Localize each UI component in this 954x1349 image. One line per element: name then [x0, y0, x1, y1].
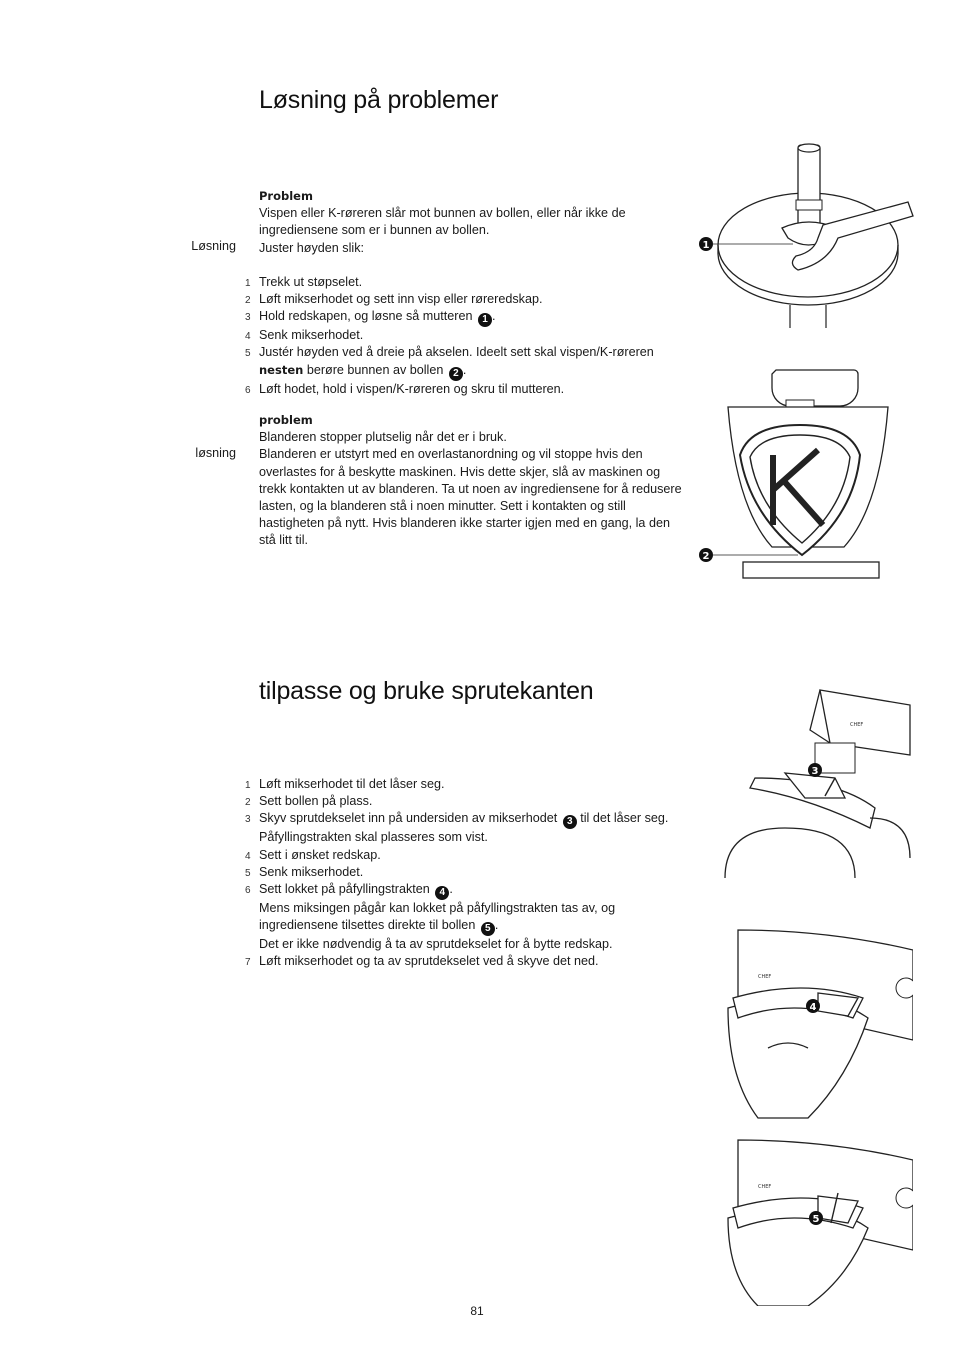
problem-label: Problem [259, 189, 313, 203]
splash-guard-steps [245, 776, 689, 971]
list-item: 2 Løft mikserhodet og sett inn visp eller røreredskap. [245, 292, 543, 307]
list-item: 2 Sett bollen på plass. [245, 794, 373, 809]
shaft-nut-illustration [698, 140, 918, 330]
list-item: 4 Sett i ønsket redskap. [245, 847, 381, 862]
callout-2: 2 [702, 551, 710, 562]
section-title-splash-guard: tilpasse og bruke sprutekanten [259, 677, 594, 705]
list-item: 6 Sett lokket på påfyllingstrakten 4 . Mens miksingen pågår kan lokket på påfyllingstrakten tas av, og ingrediensene tilsettes direkte til bollen 5 . Det er ikke nødvendig å ta av sprutdekselet for å bytte redskap. [245, 882, 616, 952]
list-item: 5 Justér høyden ved å dreie på akselen. Ideelt sett skal vispen/K-røreren nesten berøre bunnen av bollen 2 . [245, 345, 654, 379]
list-item: 6 Løft hodet, hold i vispen/K-røreren og skru til mutteren. [245, 381, 565, 396]
callout-badge: 5 [481, 922, 495, 936]
solution-label: Løsning [191, 239, 236, 253]
list-item: 7 Løft mikserhodet og ta av sprutdekselet ved å skyve det ned. [245, 954, 599, 969]
callout-5: 5 [812, 1214, 820, 1225]
callout-3: 3 [811, 766, 819, 777]
callout-4: 4 [809, 1002, 817, 1013]
problem-description: Vispen eller K-røreren slår mot bunnen av bollen, eller når ikke de ingrediensene som er i bunnen av bollen. [259, 206, 626, 238]
callout-badge: 2 [449, 367, 463, 381]
list-item: 3 Hold redskapen, og løsne så mutteren 1 . [245, 309, 496, 326]
solution-text: Blanderen er utstyrt med en overlastanordning og vil stoppe hvis den overlastes for å beskytte maskinen. Hvis dette skjer, slå av maskinen og trekk kontakten ut av blanderen. Ta ut noen av ingrediensene for å redusere lasten, og la blanderen stå i noen minutter. Sett i kontakten og still hastigheten på nytt. Hvis blanderen ikke starter igjen med en gang, la den stå litt til. [259, 447, 682, 548]
splash-guard-fitting-illustration [720, 688, 912, 880]
problem-2-block [259, 412, 689, 550]
list-item: 3 Skyv sprutdekselet inn på undersiden av mikserhodet 3 til det låser seg. Påfyllingstrakten skal plasseres som vist. [245, 811, 669, 845]
page-number: 81 [470, 1304, 484, 1318]
chef-logo-text: CHEF [850, 722, 864, 728]
problem-1-block [245, 188, 689, 398]
callout-badge: 1 [478, 313, 492, 327]
solution-label: løsning [195, 446, 236, 460]
callout-1: 1 [702, 240, 710, 251]
adding-ingredients-illustration [723, 1138, 913, 1306]
problem-label: problem [259, 413, 313, 427]
list-item: 1 Trekk ut støpselet. [245, 274, 363, 289]
problem-description: Blanderen stopper plutselig når det er i bruk. [259, 430, 507, 445]
splash-guard-steps-list [245, 776, 689, 971]
chef-logo-text: CHEF [758, 974, 772, 980]
adjust-steps-list [245, 274, 689, 398]
callout-badge: 3 [563, 815, 577, 829]
solution-intro: Juster høyden slik: [259, 240, 364, 255]
callout-badge: 4 [435, 886, 449, 900]
list-item: 1 Løft mikserhodet til det låser seg. [245, 777, 445, 791]
feed-chute-lid-illustration [723, 928, 913, 1123]
chef-logo-text: CHEF [758, 1184, 772, 1190]
list-item: 5 Senk mikserhodet. [245, 864, 364, 879]
section-title-problems: Løsning på problemer [259, 86, 499, 114]
list-item: 4 Senk mikserhodet. [245, 328, 364, 343]
bowl-k-beater-illustration [698, 365, 898, 585]
